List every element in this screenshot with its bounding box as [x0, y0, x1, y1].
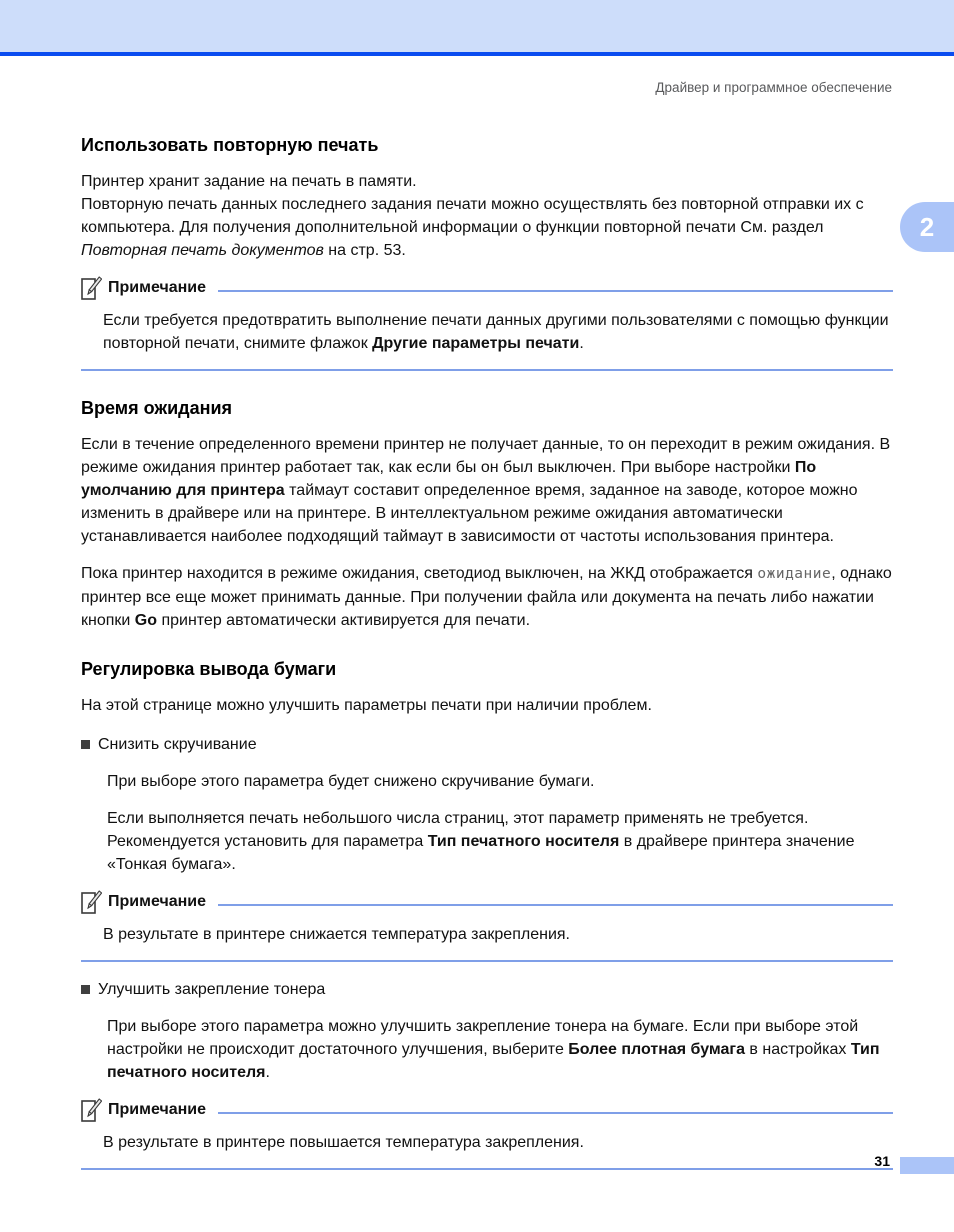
text-run-bold: Другие параметры печати — [372, 335, 580, 352]
text-run: . — [265, 1064, 270, 1081]
page-content — [81, 134, 893, 1170]
paragraph — [107, 807, 893, 876]
text-run: в драйвере принтера значение «Тонкая бумага». — [107, 833, 855, 873]
note-rule — [218, 904, 893, 906]
section-heading-output: Регулировка вывода бумаги — [81, 659, 337, 679]
text-run: на стр. 53. — [323, 242, 406, 259]
section-heading-sleep: Время ожидания — [81, 398, 233, 418]
paragraph — [81, 433, 893, 548]
pencil-note-icon — [81, 1098, 102, 1124]
paragraph — [81, 562, 893, 632]
text-run: принтер автоматически активируется для печати. — [157, 612, 531, 629]
lcd-status-text: ожидание — [757, 566, 832, 582]
note-block — [81, 1098, 893, 1170]
text-run: Если требуется предотвратить выполнение печати данных другими пользователями с помощью функции повторной печати, снимите флажок — [103, 312, 889, 352]
text-run: В результате в принтере повышается температура закрепления. — [103, 1134, 584, 1151]
running-header: Драйвер и программное обеспечение — [655, 80, 892, 95]
list-item — [81, 978, 893, 1001]
text-run: , однако принтер все еще может принимать данные. При получении файла или документа на печать либо нажатии кнопки — [81, 565, 892, 629]
note-text — [103, 309, 893, 355]
text-run-bold: Тип печатного носителя — [427, 833, 620, 850]
text-run: в настройках — [744, 1041, 851, 1058]
chapter-tab — [900, 202, 954, 252]
footer-accent-bar — [900, 1157, 954, 1174]
note-block — [81, 276, 893, 371]
text-run: На этой странице можно улучшить параметры печати при наличии проблем. — [81, 697, 652, 714]
note-text — [103, 1131, 893, 1154]
chapter-number: 2 — [919, 211, 935, 242]
note-header — [81, 1098, 893, 1124]
text-run: При выборе этого параметра можно улучшить закрепление тонера на бумаге. Если при выборе этой настройки не происходит достаточного улучшения, выберите — [107, 1018, 859, 1058]
text-run-bold: Go — [134, 612, 157, 629]
paragraph — [81, 694, 893, 717]
pencil-note-icon — [81, 276, 102, 302]
text-run: При выборе этого параметра будет снижено скручивание бумаги. — [107, 773, 595, 790]
note-text — [103, 923, 893, 946]
note-header — [81, 890, 893, 916]
text-run-bold: Тип печатного носителя — [107, 1041, 880, 1081]
note-label: Примечание — [108, 893, 207, 910]
note-rule — [218, 290, 893, 292]
pencil-note-icon — [81, 890, 102, 916]
text-run: Если выполняется печать небольшого числа страниц, этот параметр применять не требуется. Рекомендуется установить для параметра — [107, 810, 809, 850]
text-run-bold: Более плотная бумага — [568, 1041, 745, 1058]
note-label: Примечание — [108, 1101, 207, 1118]
text-run: В результате в принтере снижается температура закрепления. — [103, 926, 570, 943]
list-item-label: Снизить скручивание — [98, 736, 257, 753]
text-run-bold: По умолчанию для принтера — [81, 459, 817, 499]
paragraph — [107, 770, 893, 793]
page-number: 31 — [874, 1153, 890, 1169]
square-bullet-icon — [81, 985, 90, 994]
text-run: Если в течение определенного времени принтер не получает данные, то он переходит в режим ожидания. В режиме ожидания принтер работает так, как если бы он был выключен. При выборе настройки — [81, 436, 891, 476]
top-accent-band — [0, 0, 954, 56]
text-run-italic: Повторная печать документов — [81, 242, 324, 259]
paragraph — [81, 170, 893, 193]
list-item-label: Улучшить закрепление тонера — [98, 981, 326, 998]
note-rule — [218, 1112, 893, 1114]
text-run: . — [579, 335, 584, 352]
text-run: Пока принтер находится в режиме ожидания, светодиод выключен, на ЖКД отображается — [81, 565, 758, 582]
text-run: таймаут составит определенное время, заданное на заводе, которое можно изменить в драйвере или на принтере. В интеллектуальном режиме ожидания автоматически устанавливается наиболее подходящий таймаут в зависимости от частоты использования принтера. — [81, 482, 858, 545]
note-header — [81, 276, 893, 302]
note-label: Примечание — [108, 279, 207, 296]
note-block — [81, 890, 893, 962]
paragraph — [81, 193, 893, 262]
text-run: Повторную печать данных последнего задания печати можно осуществлять без повторной отправки их с компьютера. Для получения дополнительной информации о функции повторной печати См. раздел — [81, 196, 864, 236]
section-heading-reprint: Использовать повторную печать — [81, 135, 379, 155]
paragraph — [107, 1015, 893, 1084]
text-run: Принтер хранит задание на печать в памяти. — [81, 173, 417, 190]
list-item — [81, 733, 893, 756]
square-bullet-icon — [81, 740, 90, 749]
